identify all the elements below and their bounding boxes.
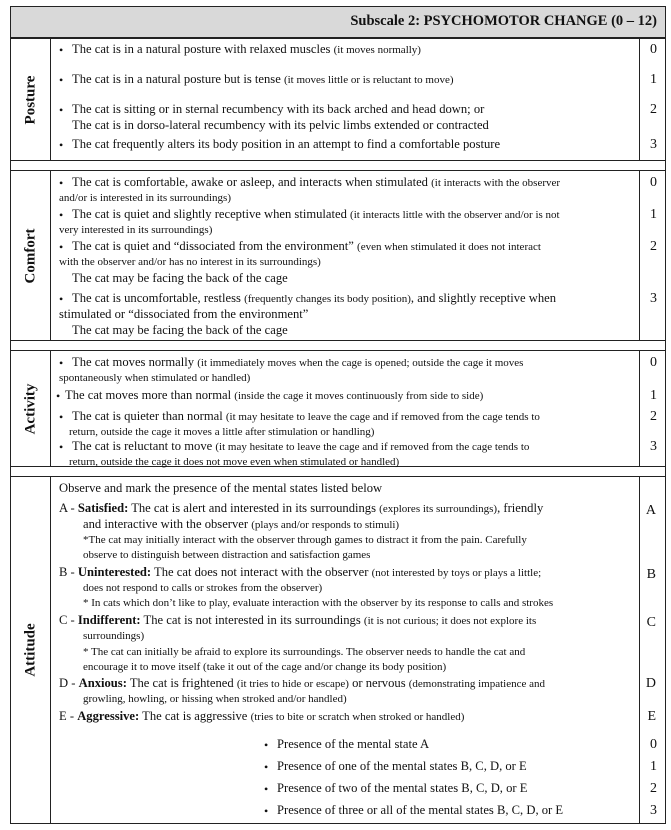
state-a-letter: A bbox=[645, 503, 656, 518]
bullet: • bbox=[59, 292, 64, 306]
posture-item-1: The cat is in a natural posture but is tense (it moves little or is reluctant to move) bbox=[72, 72, 454, 86]
posture-score-3: 3 bbox=[650, 137, 657, 152]
psychomotor-change-table bbox=[10, 6, 666, 824]
comfort-item-2-line3: The cat may be facing the back of the cage bbox=[72, 271, 288, 285]
activity-item-0: The cat moves normally (it immediately moves when the cage is opened; outside the cage it moves bbox=[72, 355, 524, 369]
state-c-foot2: encourage it to move itself (take it out of the cage and/or change its body position) bbox=[83, 661, 447, 673]
activity-item-1: The cat moves more than normal (inside the cage it moves continuously from side to side) bbox=[65, 388, 484, 402]
comfort-item-1: The cat is quiet and slightly receptive when stimulated (it interacts little with the observer and/or is not bbox=[72, 207, 560, 221]
comfort-score-1: 1 bbox=[650, 207, 657, 222]
subscale-title: Subscale 2: PSYCHOMOTOR CHANGE (0 – 12) bbox=[350, 13, 657, 29]
bullet: • bbox=[59, 410, 64, 424]
posture-item-2: The cat is sitting or in sternal recumbency with its back arched and head down; or bbox=[72, 102, 485, 116]
state-a-line2: and interactive with the observer (plays and/or responds to stimuli) bbox=[83, 517, 400, 531]
posture-item-3: The cat frequently alters its body position in an attempt to find a comfortable posture bbox=[72, 137, 501, 151]
attitude-score-1: 1 bbox=[650, 759, 657, 774]
attitude-score-row-3: Presence of three or all of the mental states B, C, D, or E bbox=[277, 803, 564, 817]
state-b-foot1: * In cats which don’t like to play, evaluate interaction with the observer by its response to calls and strokes bbox=[83, 597, 554, 609]
activity-label-cell bbox=[11, 351, 51, 466]
state-a-foot1: *The cat may initially interact with the observer through games to distract it from the pain. Carefully bbox=[83, 534, 527, 546]
attitude-label-cell bbox=[11, 477, 51, 823]
state-c-foot1: * The cat can initially be afraid to explore its surroundings. The observer needs to handle the cat and bbox=[83, 646, 526, 658]
bullet: • bbox=[59, 356, 64, 370]
state-c-line2: surroundings) bbox=[83, 630, 145, 642]
comfort-item-0: The cat is comfortable, awake or asleep, and interacts when stimulated (it interacts with the observer bbox=[72, 175, 561, 189]
state-e: E - Aggressive: The cat is aggressive (tries to bite or scratch when stroked or handled) bbox=[59, 709, 465, 723]
bullet: • bbox=[59, 176, 64, 190]
activity-item-2-line2: return, outside the cage it moves a little after stimulation or handling) bbox=[69, 426, 375, 438]
attitude-score-row-1: Presence of one of the mental states B, C, D, or E bbox=[277, 759, 527, 773]
state-d-line2: growling, howling, or hissing when stroked and/or handled) bbox=[83, 693, 347, 705]
activity-score-1: 1 bbox=[650, 388, 657, 403]
bullet: • bbox=[56, 389, 61, 403]
section-gap bbox=[10, 467, 666, 476]
posture-section bbox=[10, 38, 666, 161]
bullet: • bbox=[264, 782, 269, 796]
posture-score-1: 1 bbox=[650, 72, 657, 87]
posture-score-0: 0 bbox=[650, 42, 657, 57]
comfort-item-2: The cat is quiet and “dissociated from the environment” (even when stimulated it does not interact bbox=[72, 239, 541, 253]
posture-score-2: 2 bbox=[650, 102, 657, 117]
section-gap bbox=[10, 341, 666, 350]
comfort-item-3-line3: The cat may be facing the back of the cage bbox=[72, 323, 288, 337]
state-a: A - Satisfied: The cat is alert and interested in its surroundings (explores its surroundings), friendly bbox=[59, 501, 544, 515]
activity-label: Activity bbox=[22, 383, 38, 434]
attitude-score-3: 3 bbox=[650, 803, 657, 818]
attitude-label: Attitude bbox=[22, 623, 38, 677]
activity-item-3-line2: return, outside the cage it does not move even when stimulated or handled) bbox=[69, 456, 400, 468]
state-b: B - Uninterested: The cat does not interact with the observer (not interested by toys or plays a little; bbox=[59, 565, 542, 579]
activity-item-3: The cat is reluctant to move (it may hesitate to leave the cage and if removed from the cage tends to bbox=[72, 439, 530, 453]
state-b-letter: B bbox=[646, 567, 656, 582]
state-d-letter: D bbox=[645, 676, 656, 691]
comfort-item-3-line2: stimulated or “dissociated from the environment” bbox=[59, 307, 309, 321]
activity-score-0: 0 bbox=[650, 355, 657, 370]
posture-item-2-line2: The cat is in dorso-lateral recumbency with its pelvic limbs extended or contracted bbox=[72, 118, 489, 132]
activity-score-2: 2 bbox=[650, 409, 657, 424]
comfort-item-1-line2: very interested in its surroundings) bbox=[59, 224, 213, 236]
bullet: • bbox=[264, 804, 269, 818]
attitude-score-2: 2 bbox=[650, 781, 657, 796]
attitude-score-row-2: Presence of two of the mental states B, C, D, or E bbox=[277, 781, 528, 795]
attitude-intro: Observe and mark the presence of the mental states listed below bbox=[59, 481, 383, 495]
state-b-line2: does not respond to calls or strokes from the observer) bbox=[83, 582, 323, 594]
activity-item-2: The cat is quieter than normal (it may hesitate to leave the cage and if removed from the cage tends to bbox=[72, 409, 540, 423]
comfort-item-2-line2: with the observer and/or has no interest in its surroundings) bbox=[59, 256, 321, 268]
state-e-letter: E bbox=[647, 709, 656, 724]
posture-label: Posture bbox=[22, 75, 38, 124]
comfort-score-3: 3 bbox=[650, 291, 657, 306]
state-d: D - Anxious: The cat is frightened (it tries to hide or escape) or nervous (demonstrating impatience and bbox=[59, 676, 545, 690]
attitude-section bbox=[10, 476, 666, 824]
state-c-letter: C bbox=[646, 615, 656, 630]
posture-label-cell bbox=[11, 39, 51, 160]
attitude-score-0: 0 bbox=[650, 737, 657, 752]
section-gap bbox=[10, 161, 666, 170]
comfort-score-2: 2 bbox=[650, 239, 657, 254]
comfort-score-column bbox=[639, 171, 665, 340]
activity-section bbox=[10, 350, 666, 467]
comfort-label: Comfort bbox=[22, 228, 38, 283]
subscale-title-row bbox=[10, 6, 666, 38]
comfort-item-0-line2: and/or is interested in its surroundings) bbox=[59, 192, 232, 204]
attitude-score-row-0: Presence of the mental state A bbox=[277, 737, 430, 751]
state-a-foot2: observe to distinguish between distraction and satisfaction games bbox=[83, 549, 371, 561]
bullet: • bbox=[59, 138, 64, 152]
bullet: • bbox=[264, 738, 269, 752]
comfort-section bbox=[10, 170, 666, 341]
bullet: • bbox=[59, 208, 64, 222]
activity-item-0-line2: spontaneously when stimulated or handled) bbox=[59, 372, 251, 384]
comfort-item-3: The cat is uncomfortable, restless (frequently changes its body position), and slightly receptive when bbox=[72, 291, 557, 305]
bullet: • bbox=[59, 73, 64, 87]
comfort-label-cell bbox=[11, 171, 51, 340]
bullet: • bbox=[59, 240, 64, 254]
activity-score-3: 3 bbox=[650, 439, 657, 454]
state-c: C - Indifferent: The cat is not interested in its surroundings (it is not curious; it does not explore its bbox=[59, 613, 537, 627]
bullet: • bbox=[59, 43, 64, 57]
posture-item-0: The cat is in a natural posture with relaxed muscles (it moves normally) bbox=[72, 42, 421, 56]
bullet: • bbox=[264, 760, 269, 774]
bullet: • bbox=[59, 440, 64, 454]
comfort-score-0: 0 bbox=[650, 175, 657, 190]
bullet: • bbox=[59, 103, 64, 117]
